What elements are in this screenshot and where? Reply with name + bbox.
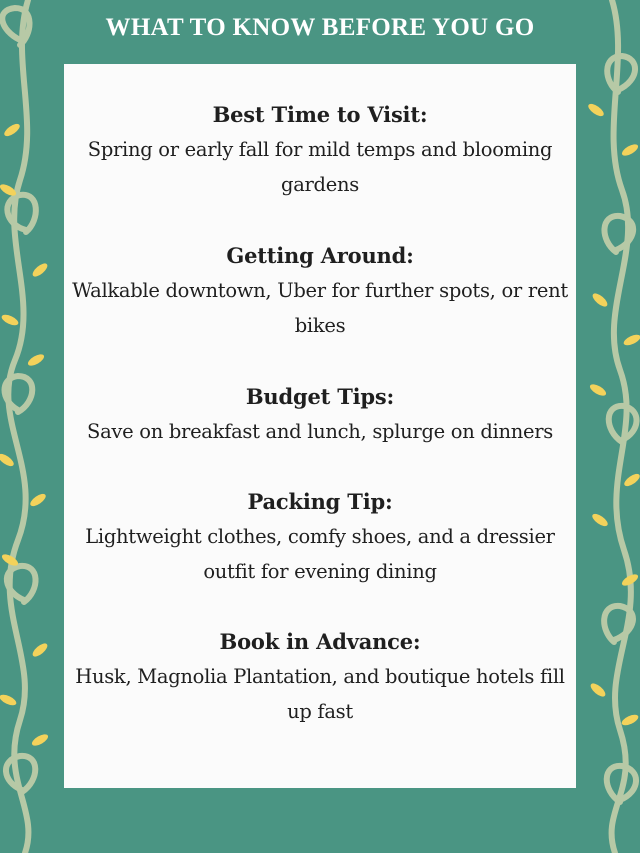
- section-text: Save on breakfast and lunch, splurge on dinners: [87, 420, 553, 443]
- page-title: WHAT TO KNOW BEFORE YOU GO: [105, 14, 535, 41]
- section-text: Spring or early fall for mild temps and blooming gardens: [87, 138, 553, 196]
- section-packing-tip: [64, 485, 576, 589]
- section-text: Husk, Magnolia Plantation, and boutique hotels fill up fast: [75, 665, 565, 723]
- info-card: [64, 64, 576, 788]
- section-heading: Getting Around:: [226, 243, 414, 268]
- section-heading: Book in Advance:: [219, 629, 421, 654]
- section-heading: Best Time to Visit:: [212, 102, 428, 127]
- section-best-time: [64, 98, 576, 202]
- section-getting-around: [64, 239, 576, 343]
- section-book-in-advance: [64, 625, 576, 729]
- section-text: Walkable downtown, Uber for further spots, or rent bikes: [72, 279, 568, 337]
- section-budget-tips: [64, 380, 576, 449]
- section-heading: Packing Tip:: [247, 489, 393, 514]
- section-text: Lightweight clothes, comfy shoes, and a dressier outfit for evening dining: [85, 525, 555, 583]
- section-heading: Budget Tips:: [245, 384, 395, 409]
